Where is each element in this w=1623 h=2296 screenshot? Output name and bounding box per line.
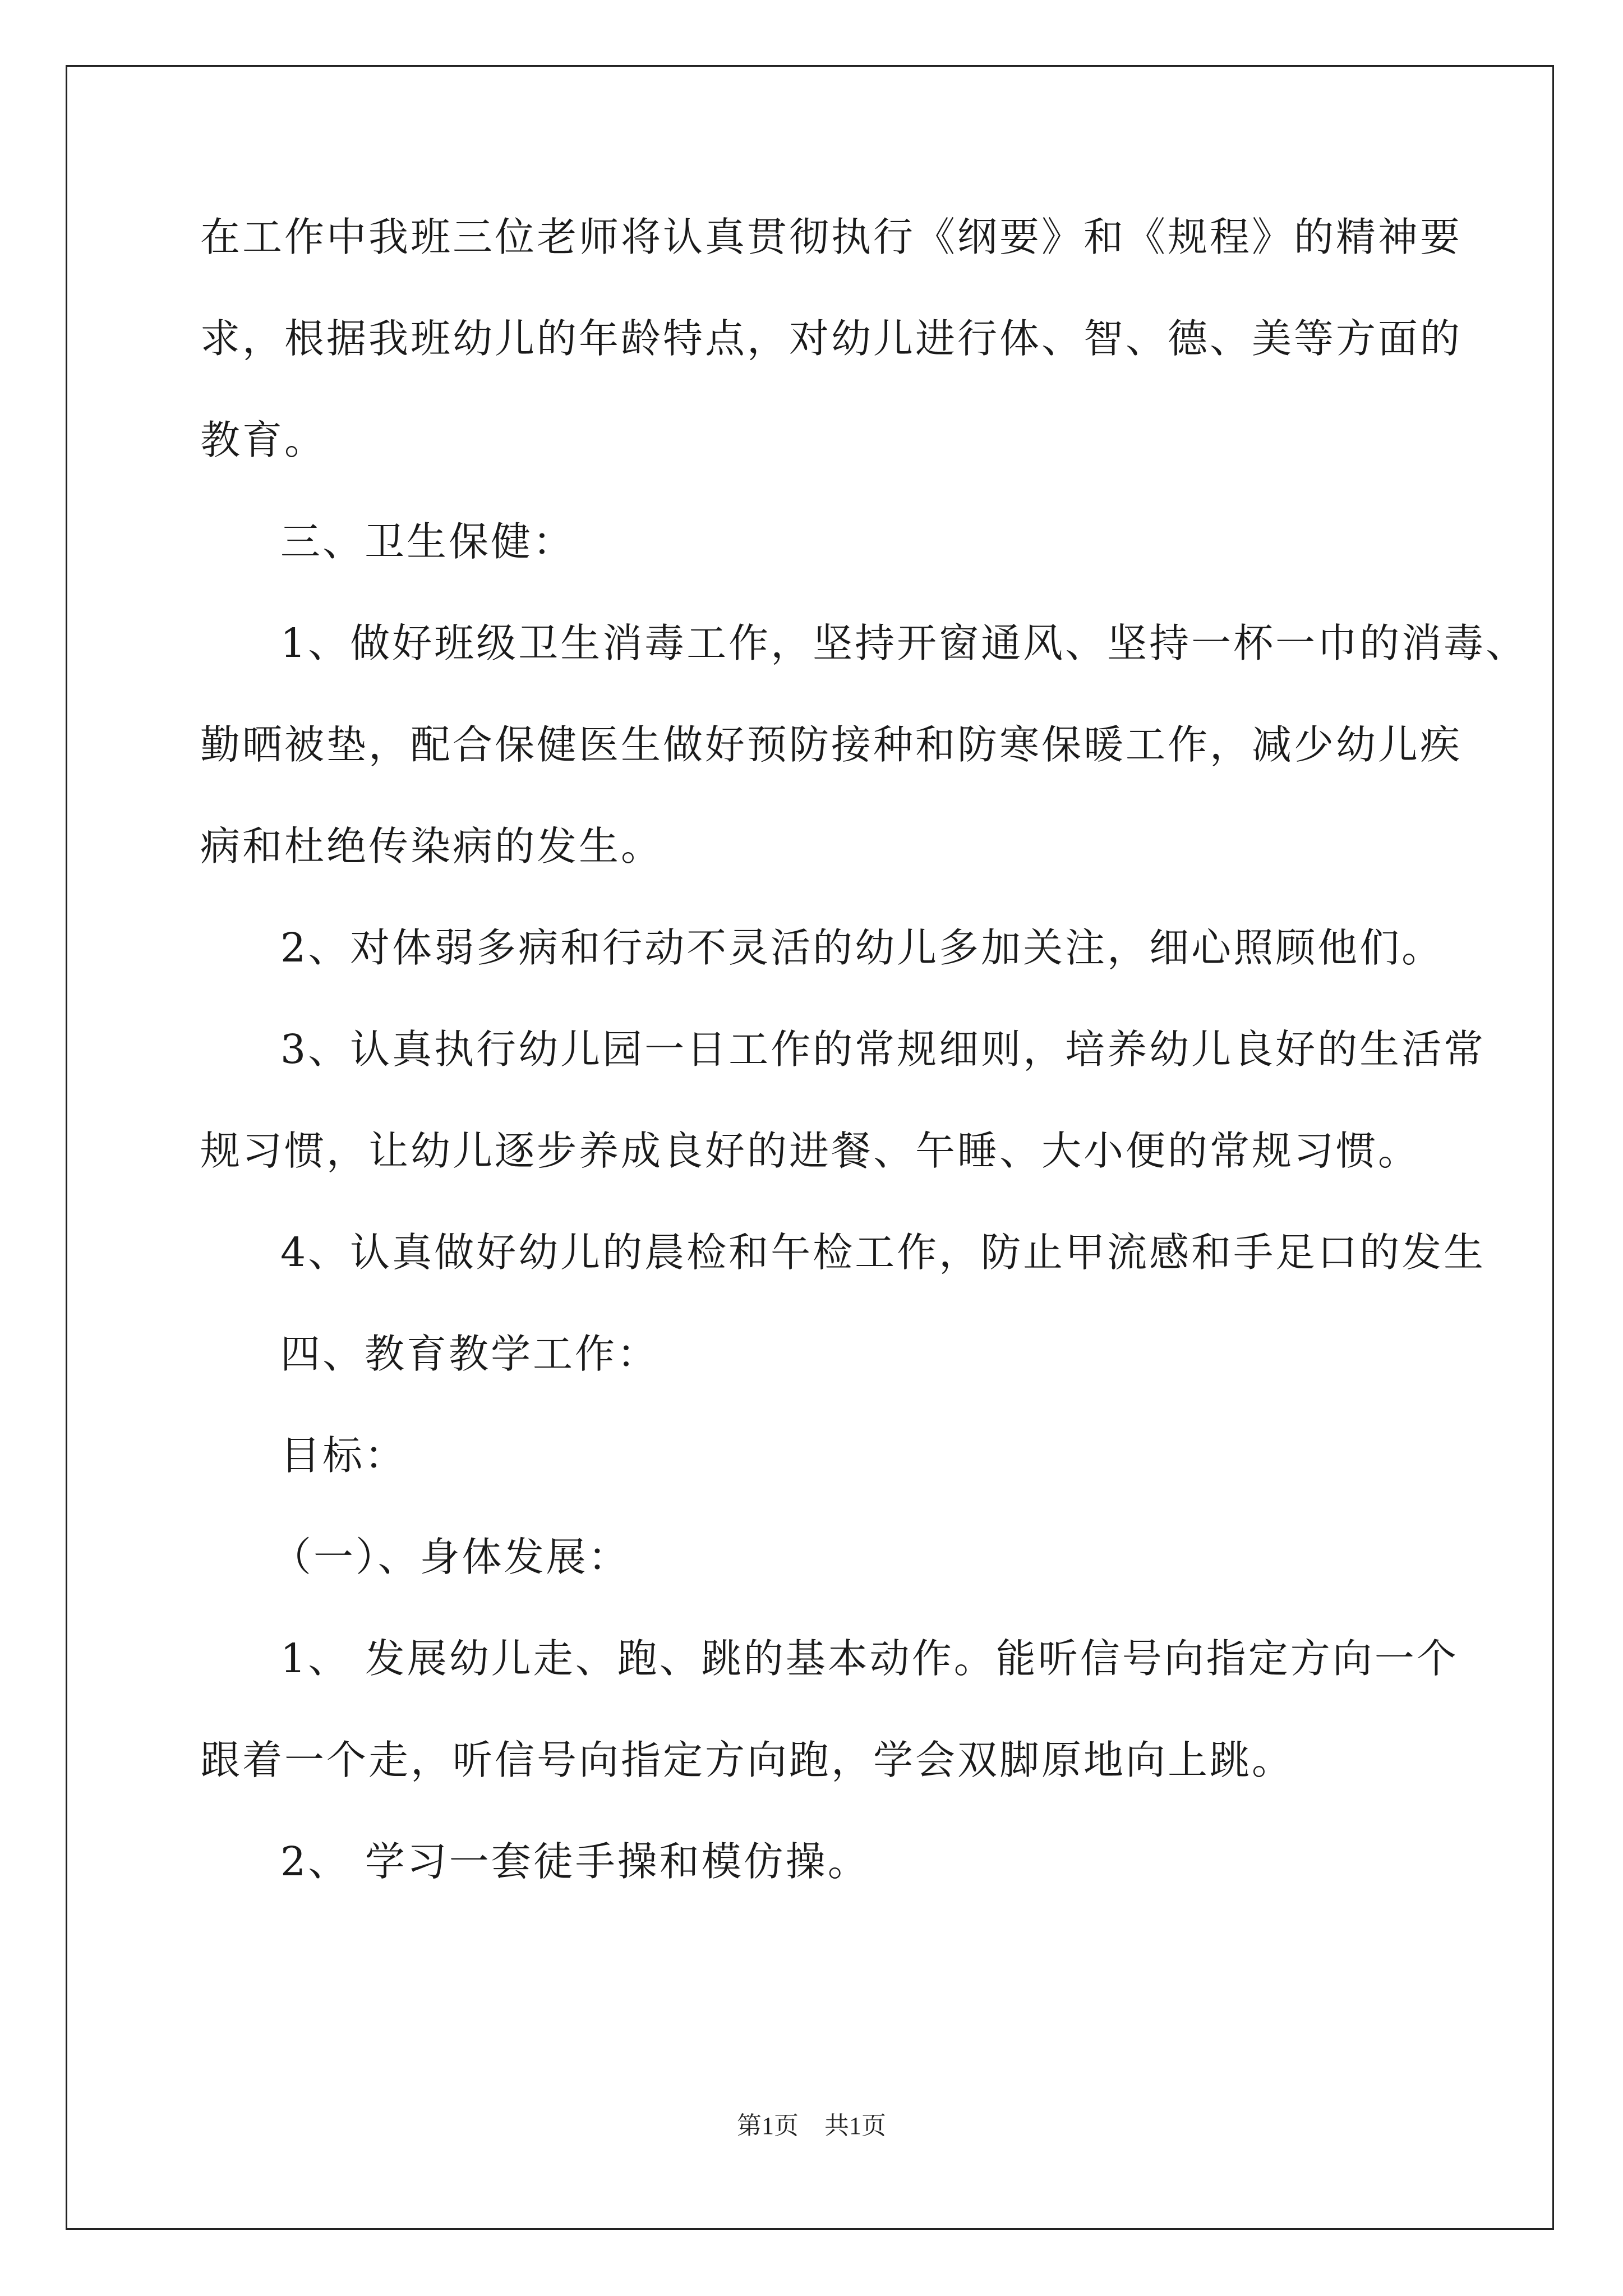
- list-item: 2、对体弱多病和行动不灵活的幼儿多加关注，细心照顾他们。: [280, 924, 1444, 971]
- subheading: 目标：: [280, 1432, 407, 1479]
- paragraph-line: 勤晒被垫，配合保健医生做好预防接种和防寒保暖工作，减少幼儿疾: [200, 721, 1463, 768]
- page-number: 第1页: [737, 2112, 799, 2139]
- paragraph-line: 病和杜绝传染病的发生。: [200, 823, 663, 869]
- paragraph-line: 教育。: [200, 417, 327, 463]
- list-item: 1、做好班级卫生消毒工作，坚持开窗通风、坚持一杯一巾的消毒、: [280, 620, 1528, 666]
- paragraph-line: 求，根据我班幼儿的年龄特点，对幼儿进行体、智、德、美等方面的: [200, 315, 1463, 362]
- subheading: （一）、身体发展：: [271, 1534, 630, 1580]
- list-item: 4、认真做好幼儿的晨检和午检工作，防止甲流感和手足口的发生: [280, 1229, 1486, 1276]
- paragraph-line: 跟着一个走，听信号向指定方向跑，学会双脚原地向上跳。: [200, 1737, 1294, 1783]
- paragraph-line: 规习惯，让幼儿逐步养成良好的进餐、午睡、大小便的常规习惯。: [200, 1128, 1421, 1174]
- list-item: 1、 发展幼儿走、跑、跳的基本动作。能听信号向指定方向一个: [280, 1635, 1459, 1682]
- paragraph-line: 在工作中我班三位老师将认真贯彻执行《纲要》和《规程》的精神要: [200, 214, 1463, 260]
- list-item: 3、认真执行幼儿园一日工作的常规细则，培养幼儿良好的生活常: [280, 1026, 1486, 1073]
- section-heading: 三、卫生保健：: [280, 518, 575, 565]
- section-heading: 四、教育教学工作：: [280, 1331, 660, 1377]
- page-footer: [0, 2109, 1623, 2143]
- page-total: 共1页: [824, 2112, 886, 2139]
- list-item: 2、 学习一套徒手操和模仿操。: [280, 1838, 870, 1885]
